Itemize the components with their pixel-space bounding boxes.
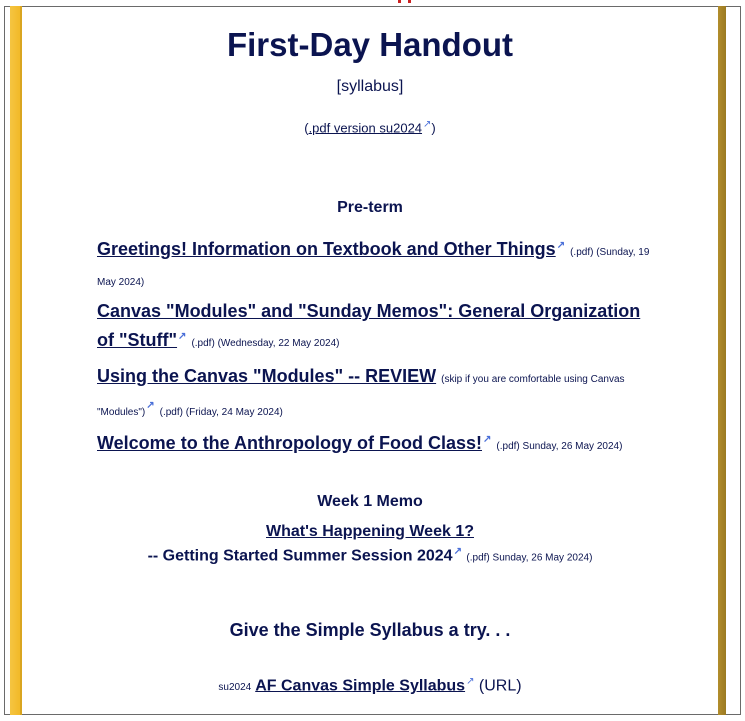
item-note: (skip if you are comfortable using Canvas "Modules")	[97, 374, 625, 418]
pdf-close-paren: )	[431, 120, 436, 136]
item-meta: (.pdf) (Sunday, 19 May 2024)	[97, 247, 650, 288]
top-red-marks	[398, 0, 414, 4]
right-gold-bar	[718, 6, 726, 715]
week1-subtitle: -- Getting Started Summer Session 2024	[147, 547, 453, 565]
simple-prefix: su2024	[218, 682, 252, 694]
simple-suffix: (URL)	[478, 677, 522, 695]
external-link-icon: ↗	[556, 240, 566, 251]
week1-meta: (.pdf) Sunday, 26 May 2024)	[466, 552, 593, 564]
simple-syllabus-heading: Give the Simple Syllabus a try. . .	[229, 620, 511, 640]
pdf-open-paren: (	[304, 120, 309, 136]
main-content	[22, 6, 718, 715]
simple-syllabus-link[interactable]: AF Canvas Simple Syllabus	[255, 677, 466, 695]
item-meta: (.pdf) Sunday, 26 May 2024)	[496, 441, 623, 452]
external-link-icon: ↗	[146, 400, 155, 411]
item-meta: (.pdf) (Friday, 24 May 2024)	[159, 407, 283, 418]
canvas-modules-memos-link[interactable]: Canvas "Modules" and "Sunday Memos": General Organization of "Stuff"	[97, 301, 641, 350]
list-item	[97, 363, 657, 426]
welcome-anthropology-link[interactable]: Welcome to the Anthropology of Food Class!	[97, 433, 482, 453]
external-link-icon: ↗	[423, 119, 432, 130]
page-subtitle: [syllabus]	[336, 78, 404, 95]
external-link-icon: ↗	[466, 676, 475, 687]
pdf-version-link[interactable]: .pdf version su2024	[308, 120, 423, 136]
item-meta: (.pdf) (Wednesday, 22 May 2024)	[191, 338, 340, 349]
external-link-icon: ↗	[453, 546, 462, 557]
whats-happening-week1-link[interactable]: What's Happening Week 1?	[266, 523, 474, 540]
page-title: First-Day Handout	[226, 26, 513, 63]
week1-heading: Week 1 Memo	[317, 493, 423, 510]
list-item	[97, 427, 657, 460]
external-link-icon: ↗	[483, 434, 492, 445]
canvas-modules-review-link[interactable]: Using the Canvas "Modules" -- REVIEW	[97, 366, 437, 386]
list-item	[97, 298, 657, 357]
list-item	[97, 233, 657, 296]
pdf-version-line	[22, 119, 718, 135]
external-link-icon: ↗	[178, 331, 187, 342]
week1-block	[22, 522, 718, 568]
greetings-link[interactable]: Greetings! Information on Textbook and Other Things	[97, 239, 556, 259]
preterm-heading: Pre-term	[337, 199, 403, 216]
simple-syllabus-line	[22, 676, 718, 695]
left-gold-bar	[10, 6, 20, 715]
